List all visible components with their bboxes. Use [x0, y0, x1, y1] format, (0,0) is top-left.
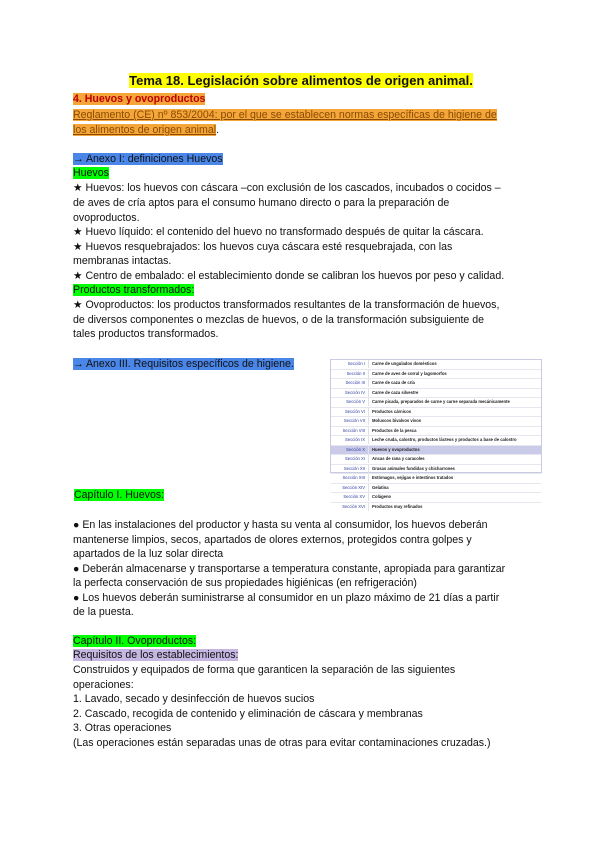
definition-huevos-cont: de aves de cría aptos para el consumo humano directo o para la preparación de — [73, 197, 450, 209]
section-title: Carne picada, preparados de carne y carne separada mecánicamente — [372, 399, 510, 405]
chapter1-bullet-2: ● Deberán almacenarse y transportarse a temperatura constante, apropiada para garantizar — [73, 563, 506, 575]
section-title: Leche cruda, calostro, productos lácteos y productos a base de calostro — [372, 437, 517, 443]
definition-ovoproductos-cont: de diversos componentes o mezclas de huevos, o de la transformación subsiguiente de — [73, 314, 485, 326]
section-number: Sección IX — [331, 436, 369, 444]
section-title: Productos de la pesca — [372, 427, 417, 433]
table-row — [331, 493, 541, 503]
table-row — [331, 360, 541, 370]
section-title: Carne de ungulados domésticos — [372, 361, 437, 367]
definition-resquebrajados: ★ Huevos resquebrajados: los huevos cuya cáscara esté resquebrajada, con las — [73, 241, 453, 253]
chapter1-bullet-1-cont: apartados de la luz solar directa — [73, 548, 224, 560]
section-number: Sección XIII — [331, 474, 369, 482]
definition-resquebrajados-cont: membranas intactas. — [73, 255, 172, 267]
requirements-text: Construidos y equipados de forma que garanticen la separación de las siguientes — [73, 664, 456, 676]
chapter2-heading: Capítulo II. Ovoproductos: — [73, 635, 197, 647]
table-row — [331, 417, 541, 427]
annex1-heading: → Anexo I: definiciones Huevos — [73, 153, 223, 165]
table-row — [331, 408, 541, 418]
definition-centro-embalado: ★ Centro de embalado: el establecimiento donde se calibran los huevos por peso y calidad. — [73, 270, 505, 282]
chapter1-bullet-3-cont: de la puesta. — [73, 606, 134, 618]
operation-1: 1. Lavado, secado y desinfección de huevos sucios — [73, 693, 315, 705]
table-row — [331, 398, 541, 408]
section-title: Grasas animales fundidas y chicharrones — [372, 465, 455, 471]
productos-label: Productos transformados: — [73, 284, 195, 296]
section-title: Carne de caza silvestre — [372, 389, 419, 395]
section-title: Carne de aves de corral y lagomorfos — [372, 370, 447, 376]
section-number: Sección XIV — [331, 484, 369, 492]
operations-note: (Las operaciones están separadas unas de otras para evitar contaminaciones cruzadas.) — [73, 737, 491, 749]
definition-huevo-liquido: ★ Huevo líquido: el contenido del huevo no transformado después de quitar la cáscara. — [73, 226, 484, 238]
table-row — [331, 455, 541, 465]
definition-ovoproductos: ★ Ovoproductos: los productos transformados resultantes de la transformación de huevos, — [73, 299, 500, 311]
section-title: Ancas de rana y caracoles — [372, 456, 425, 462]
section-number: Sección VII — [331, 417, 369, 425]
chapter1-bullet-1-cont: mantenerse limpios, secos, apartados de olores externos, protegidos contra golpes y — [73, 534, 472, 546]
annex3-heading: → Anexo III. Requisitos específicos de higiene. — [73, 358, 294, 370]
sections-table — [330, 359, 542, 509]
regulation-line-2: los alimentos de origen animal. — [73, 124, 220, 136]
section-number: Sección XII — [331, 465, 369, 473]
section-number: Sección II — [331, 370, 369, 378]
section-number: Sección X — [331, 446, 369, 454]
huevos-label: Huevos — [73, 167, 109, 179]
definition-ovoproductos-cont: tales productos transformados. — [73, 328, 219, 340]
table-row — [331, 389, 541, 399]
section-number: Sección III — [331, 379, 369, 387]
regulation-line-1: Reglamento (CE) nº 853/2004: por el que se establecen normas específicas de higiene de — [73, 109, 497, 121]
section-title: Carne de caza de cría — [372, 380, 415, 386]
section-title: Productos muy refinados — [372, 503, 423, 509]
section-number: Sección IV — [331, 389, 369, 397]
operation-2: 2. Cascado, recogida de contenido y eliminación de cáscara y membranas — [73, 708, 423, 720]
table-row — [331, 446, 541, 456]
page-title: Tema 18. Legislación sobre alimentos de origen animal. — [129, 73, 473, 88]
requirements-heading: Requisitos de los establecimientos: — [73, 649, 239, 661]
section-number: Sección VIII — [331, 427, 369, 435]
section-number: Sección XV — [331, 493, 369, 501]
chapter1-heading: Capítulo I. Huevos: — [74, 489, 165, 501]
section-title: Huevos y ovoproductos — [372, 446, 420, 452]
section-heading: 4. Huevos y ovoproductos — [73, 93, 206, 105]
table-row — [331, 370, 541, 380]
operation-3: 3. Otras operaciones — [73, 722, 172, 734]
section-number: Sección I — [331, 360, 369, 368]
chapter1-bullet-3: ● Los huevos deberán suministrarse al consumidor en un plazo máximo de 21 días a partir — [73, 592, 500, 604]
section-title: Colágeno — [372, 494, 392, 500]
definition-huevos: ★ Huevos: los huevos con cáscara –con exclusión de los cascados, incubados o cocidos – — [73, 182, 501, 194]
table-row — [331, 484, 541, 494]
section-number: Sección VI — [331, 408, 369, 416]
chapter1-bullet-2-cont: la perfecta conservación de sus propiedades higiénicas (en refrigeración) — [73, 577, 417, 589]
section-title: Productos cárnicos — [372, 408, 412, 414]
definition-huevos-cont: ovoproductos. — [73, 212, 140, 224]
chapter1-bullet-1: ● En las instalaciones del productor y hasta su venta al consumidor, los huevos deberán — [73, 519, 488, 531]
table-row — [331, 427, 541, 437]
table-row — [331, 465, 541, 475]
section-number: Sección XI — [331, 455, 369, 463]
section-number: Sección V — [331, 398, 369, 406]
table-row — [331, 503, 541, 512]
section-title: Gelatina — [372, 484, 389, 490]
requirements-text-cont: operaciones: — [73, 679, 134, 691]
table-row — [331, 436, 541, 446]
table-row — [331, 379, 541, 389]
section-title: Moluscos bivalvos vivos — [372, 418, 422, 424]
section-title: Estómagos, vejigas e intestinos tratados — [372, 475, 454, 481]
section-number: Sección XVI — [331, 503, 369, 511]
table-row — [331, 474, 541, 484]
